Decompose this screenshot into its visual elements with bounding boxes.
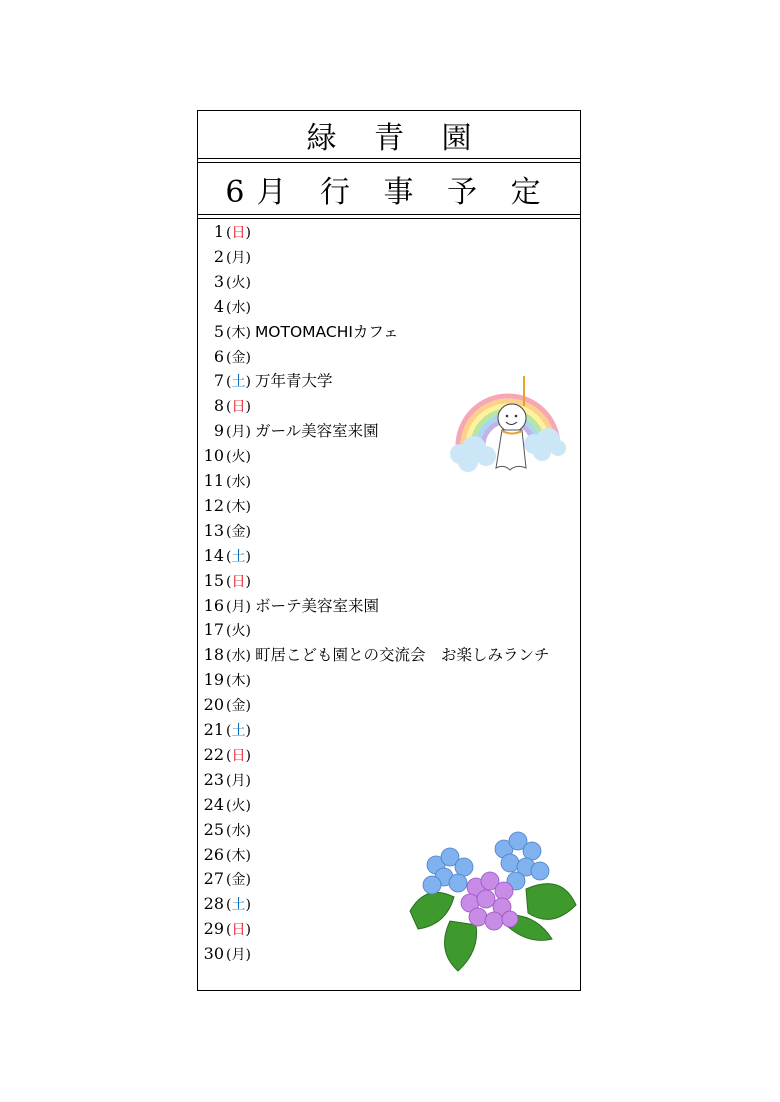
- day-row: [198, 419, 379, 443]
- weekday-char: 木: [231, 324, 246, 341]
- weekday-char: 月: [231, 424, 246, 441]
- weekday-label: (日): [226, 399, 251, 416]
- weekday-label: (土): [226, 548, 251, 565]
- weekday-label: (木): [226, 498, 251, 515]
- day-number: 19: [203, 670, 224, 690]
- weekday-char: 木: [231, 673, 246, 690]
- weekday-char: 日: [231, 747, 246, 764]
- day-number: 27: [203, 869, 224, 889]
- weekday-char: 月: [231, 772, 246, 789]
- day-number: 13: [203, 520, 224, 540]
- weekday-label: (金): [226, 698, 251, 715]
- weekday-char: 火: [231, 623, 246, 640]
- weekday-label: (水): [226, 299, 251, 316]
- weekday-label: (土): [226, 897, 251, 914]
- day-row: [198, 469, 255, 493]
- day-row: [198, 544, 255, 568]
- weekday-label: (火): [226, 623, 251, 640]
- day-row: [198, 369, 332, 393]
- weekday-label: (火): [226, 274, 251, 291]
- weekday-char: 月: [231, 598, 246, 615]
- event-text: ガール美容室来園: [254, 422, 379, 441]
- facility-name: 緑 青 園: [306, 121, 486, 156]
- day-number: 9: [213, 421, 224, 441]
- weekday-label: (金): [226, 523, 251, 540]
- day-number: 23: [203, 769, 224, 789]
- day-number: 25: [203, 819, 224, 839]
- weekday-char: 火: [231, 449, 246, 466]
- day-row: [198, 618, 255, 642]
- day-number: 26: [203, 844, 224, 864]
- day-number: 30: [203, 944, 224, 964]
- weekday-label: (金): [226, 349, 251, 366]
- day-number: 28: [203, 894, 224, 914]
- weekday-label: (水): [226, 474, 251, 490]
- weekday-char: 水: [231, 648, 246, 665]
- weekday-char: 水: [231, 822, 246, 839]
- day-row: [198, 569, 255, 593]
- weekday-label: (水): [226, 648, 251, 665]
- day-number: 18: [203, 645, 224, 665]
- hydrangea-icon: [406, 821, 578, 973]
- weekday-label: (月): [226, 772, 251, 789]
- weekday-label: (水): [226, 822, 251, 839]
- weekday-label: (火): [226, 449, 251, 466]
- day-number: 20: [203, 695, 224, 715]
- weekday-char: 土: [231, 897, 246, 914]
- day-number: 5: [213, 321, 224, 341]
- day-number: 22: [203, 744, 224, 764]
- day-row: [198, 643, 549, 667]
- weekday-char: 日: [231, 399, 246, 416]
- day-row: [198, 843, 255, 867]
- weekday-label: (日): [226, 573, 251, 590]
- weekday-char: 木: [231, 847, 246, 864]
- day-number: 8: [213, 396, 224, 416]
- heading-divider-inner: [198, 218, 580, 219]
- day-row: [198, 718, 255, 742]
- day-row: [198, 668, 255, 692]
- weekday-label: (日): [226, 747, 251, 764]
- day-number: 6: [213, 346, 224, 366]
- day-number: 29: [203, 919, 224, 939]
- day-number: 14: [203, 545, 224, 565]
- day-number: 4: [213, 296, 224, 316]
- day-number: 7: [213, 371, 224, 391]
- weekday-label: (木): [226, 673, 251, 690]
- day-row: [198, 220, 255, 244]
- weekday-char: 日: [231, 573, 246, 590]
- weekday-char: 水: [231, 299, 246, 316]
- day-row: [198, 793, 255, 817]
- weekday-label: (木): [226, 324, 251, 341]
- weekday-label: (月): [226, 249, 251, 266]
- event-text: 万年青大学: [254, 372, 333, 391]
- weekday-char: 火: [231, 274, 246, 291]
- schedule-frame: [197, 110, 581, 991]
- day-number: 12: [203, 495, 224, 515]
- day-row: [198, 743, 255, 767]
- day-number: 17: [203, 620, 224, 640]
- event-text: ボーテ美容室来園: [254, 596, 379, 615]
- weekday-char: 日: [231, 225, 246, 241]
- day-number: 15: [203, 570, 224, 590]
- schedule-title: 6月 行 事 予 定: [225, 175, 553, 210]
- weekday-label: (日): [226, 225, 251, 241]
- weekday-label: (月): [226, 598, 251, 615]
- weekday-label: (日): [226, 922, 251, 939]
- event-text: 町居こども園との交流会 お楽しみランチ: [254, 646, 550, 665]
- weekday-char: 金: [231, 523, 246, 540]
- day-number: 16: [203, 595, 224, 615]
- weekday-char: 金: [231, 349, 246, 366]
- weekday-label: (火): [226, 797, 251, 814]
- day-row: [198, 594, 379, 618]
- facility-title: [198, 111, 580, 159]
- day-row: [198, 892, 255, 916]
- weekday-label: (月): [226, 424, 251, 441]
- day-row: [198, 942, 255, 966]
- heading-divider: [198, 214, 580, 215]
- weekday-char: 水: [231, 474, 246, 490]
- day-row: [198, 270, 255, 294]
- weekday-char: 土: [231, 548, 246, 565]
- weekday-char: 金: [231, 872, 246, 889]
- weekday-char: 日: [231, 922, 246, 939]
- weekday-char: 月: [231, 947, 246, 964]
- day-number: 2: [213, 246, 224, 266]
- day-number: 11: [203, 471, 224, 490]
- day-row: [198, 494, 255, 518]
- day-row: [198, 768, 255, 792]
- day-number: 3: [213, 271, 224, 291]
- event-text: MOTOMACHIカフェ: [254, 322, 399, 341]
- rainbow-teru-teru-bozu-icon: [448, 376, 566, 484]
- weekday-label: (木): [226, 847, 251, 864]
- title-divider: [198, 158, 580, 159]
- weekday-char: 金: [231, 698, 246, 715]
- weekday-label: (金): [226, 872, 251, 889]
- weekday-label: (土): [226, 723, 251, 739]
- day-row: [198, 519, 255, 543]
- day-number: 10: [203, 446, 224, 466]
- day-row: [198, 693, 255, 717]
- day-row: [198, 295, 255, 319]
- day-row: [198, 394, 255, 418]
- weekday-label: (土): [226, 374, 251, 391]
- day-number: 24: [203, 794, 224, 814]
- weekday-char: 木: [231, 498, 246, 515]
- day-row: [198, 444, 255, 468]
- day-row: [198, 345, 255, 369]
- weekday-label: (月): [226, 947, 251, 964]
- day-number: 1: [213, 222, 224, 241]
- day-number: 21: [203, 720, 224, 739]
- day-row: [198, 867, 255, 891]
- day-row: [198, 917, 255, 941]
- schedule-heading: [198, 163, 580, 215]
- day-row: [198, 818, 255, 842]
- day-row: [198, 320, 399, 344]
- weekday-char: 土: [231, 723, 246, 739]
- weekday-char: 土: [231, 374, 246, 391]
- weekday-char: 火: [231, 797, 246, 814]
- day-row: [198, 245, 255, 269]
- weekday-char: 月: [231, 249, 246, 266]
